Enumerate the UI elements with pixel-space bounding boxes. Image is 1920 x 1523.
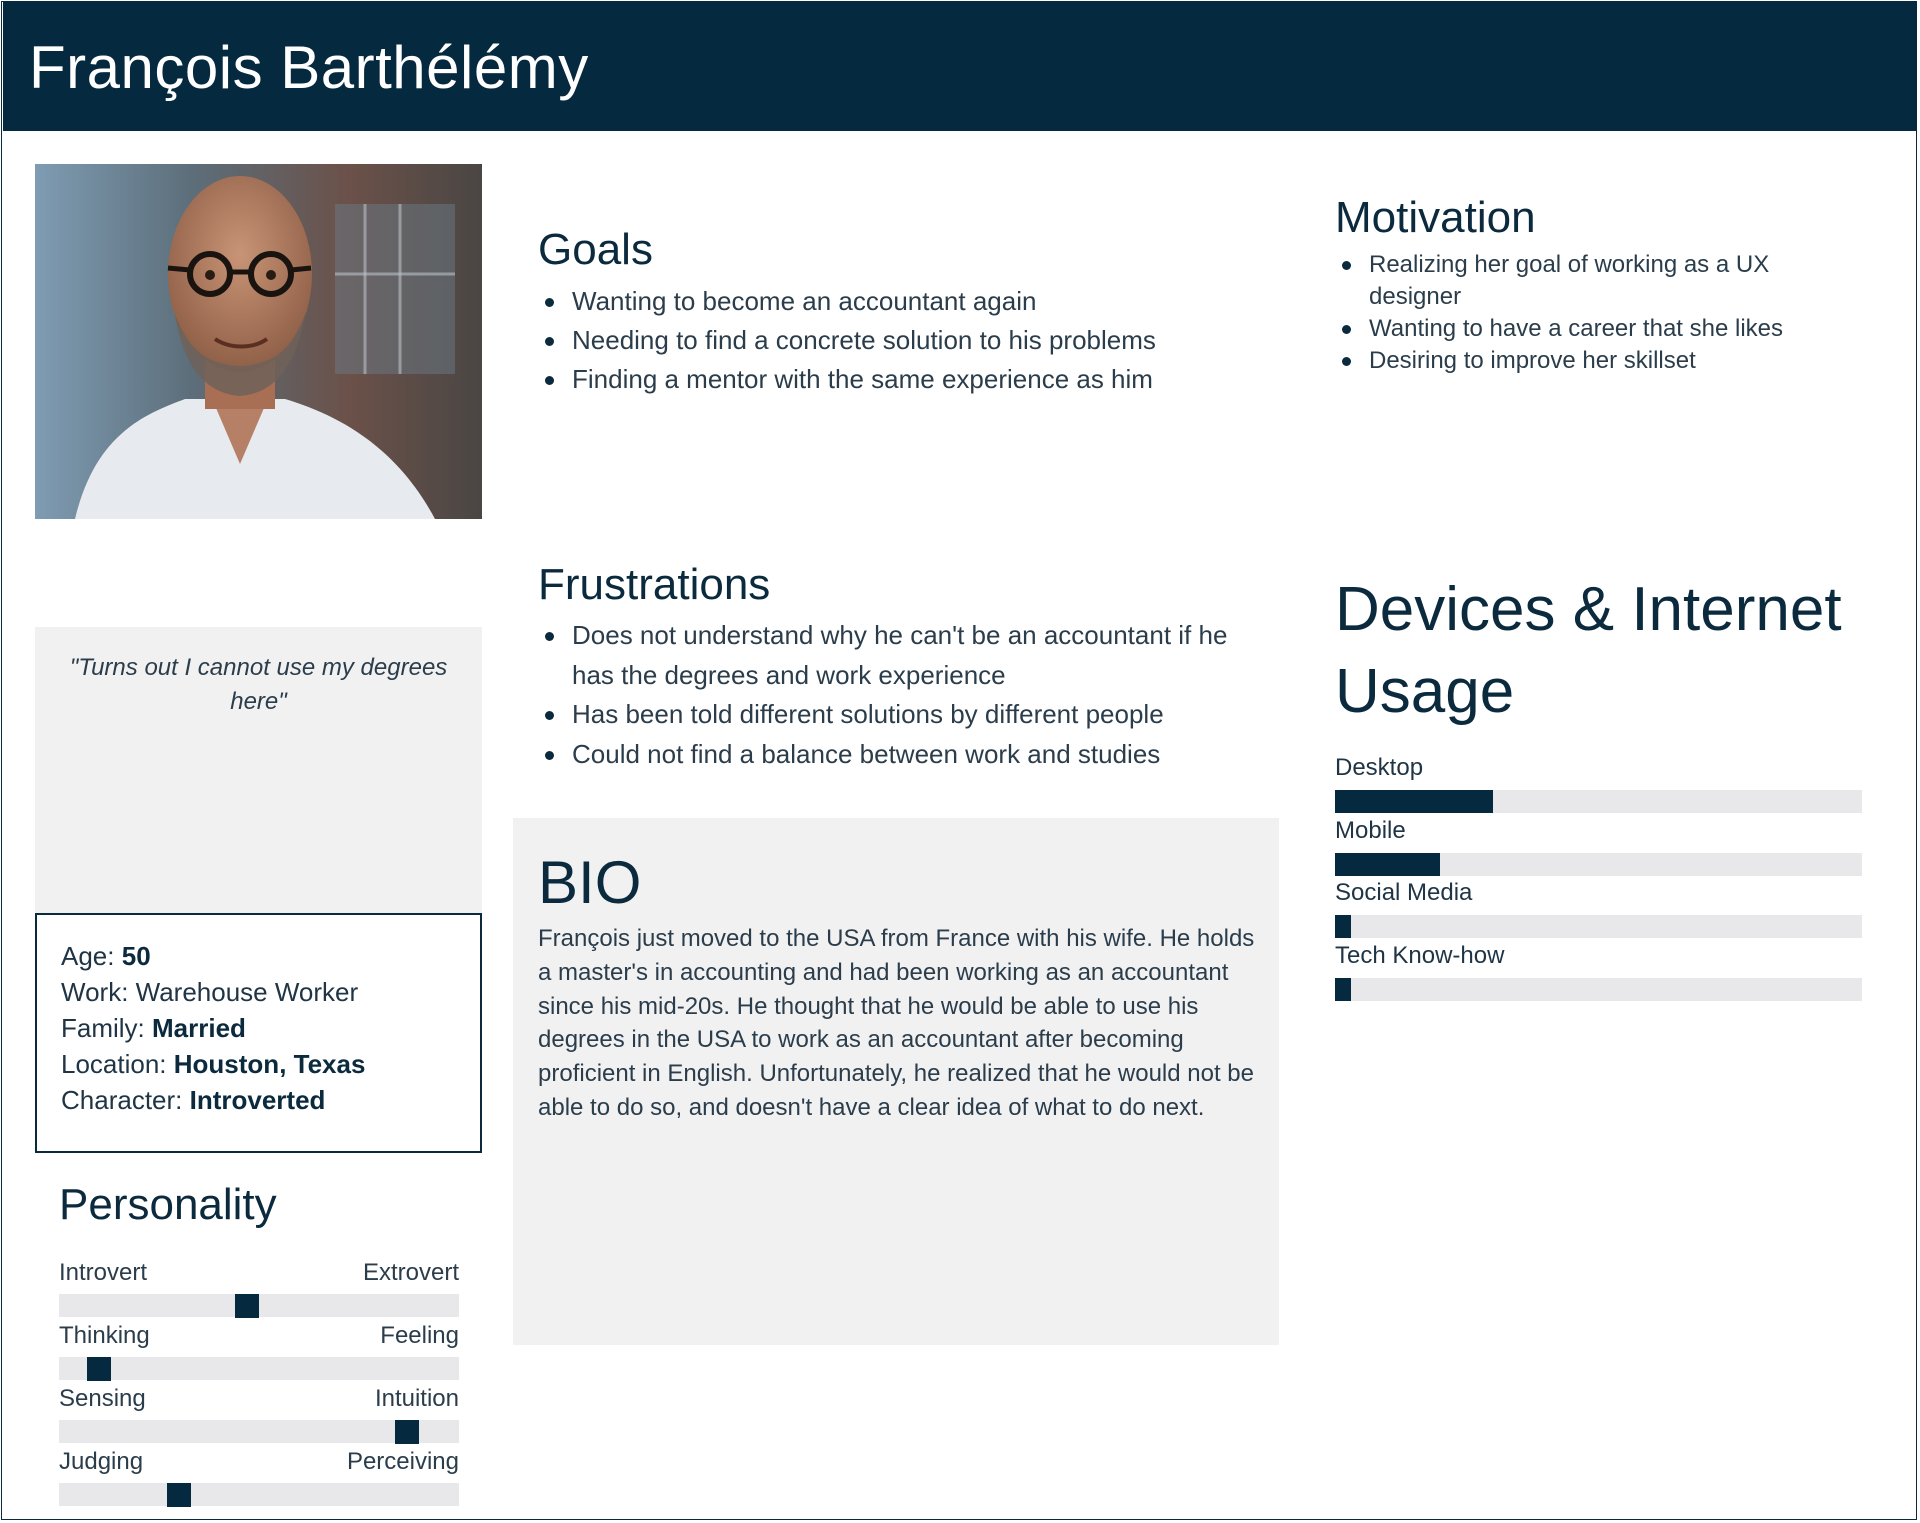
list-item: Wanting to become an accountant again (538, 282, 1218, 321)
trait-slider-track (59, 1294, 459, 1317)
device-label: Tech Know-how (1335, 941, 1505, 969)
age-row (61, 941, 151, 972)
frustrations-list (538, 616, 1258, 774)
device-label: Social Media (1335, 879, 1473, 906)
bio-title: BIO (538, 849, 642, 916)
location-label: Location: (61, 1049, 167, 1079)
character-value: Introverted (189, 1085, 326, 1115)
trait-slider-marker (87, 1357, 111, 1381)
persona-name: François Barthélémy (29, 34, 589, 101)
list-item: Desiring to improve her skillset (1335, 345, 1815, 377)
location-row (61, 1049, 365, 1080)
family-row (61, 1013, 246, 1044)
persona-quote: "Turns out I cannot use my degrees here" (69, 654, 448, 715)
goals-title: Goals (538, 225, 653, 274)
trait-slider-marker (167, 1483, 191, 1507)
usage-bar-fill (1335, 853, 1440, 876)
quote-panel (35, 627, 482, 913)
usage-bar-fill (1335, 978, 1351, 1001)
trait-right-label: Perceiving (346, 1448, 459, 1475)
goals-list (538, 282, 1218, 399)
location-value: Houston, Texas (173, 1049, 366, 1079)
character-label: Character: (61, 1085, 183, 1115)
trait-left-label: Thinking (59, 1322, 150, 1349)
work-row (61, 977, 358, 1008)
usage-bar-track (1335, 915, 1862, 938)
list-item: Could not find a balance between work and studies (538, 735, 1258, 775)
trait-slider-marker (395, 1420, 419, 1444)
list-item: Realizing her goal of working as a UX designer (1335, 249, 1815, 313)
trait-slider-track (59, 1483, 459, 1506)
trait-left-label: Sensing (59, 1385, 146, 1412)
usage-bar-fill (1335, 915, 1351, 938)
usage-bar-fill (1335, 790, 1493, 813)
trait-slider-track (59, 1357, 459, 1380)
device-label: Desktop (1335, 754, 1424, 781)
trait-left-label: Introvert (59, 1259, 148, 1286)
list-item: Does not understand why he can't be an accountant if he has the degrees and work experience (538, 616, 1258, 695)
trait-slider-marker (235, 1294, 259, 1318)
trait-right-label: Extrovert (362, 1259, 459, 1286)
trait-right-label: Intuition (374, 1385, 459, 1412)
bio-panel (513, 818, 1279, 1345)
motivation-title: Motivation (1335, 193, 1536, 242)
personality-title: Personality (59, 1180, 277, 1229)
trait-left-label: Judging (59, 1448, 144, 1475)
devices-title: Devices & Internet Usage (1335, 575, 1842, 726)
family-label: Family: (61, 1013, 145, 1043)
list-item: Needing to find a concrete solution to his problems (538, 321, 1218, 360)
list-item: Has been told different solutions by different people (538, 695, 1258, 735)
demographics-box (35, 913, 482, 1153)
family-value: Married (152, 1013, 246, 1043)
age-label: Age: (61, 941, 115, 971)
trait-slider-track (59, 1420, 459, 1443)
device-label: Mobile (1335, 816, 1406, 844)
frustrations-title: Frustrations (538, 560, 771, 609)
bio-text: François just moved to the USA from France with his wife. He holds a master's in accounting and had been working as an accountant since his mid-20s. He thought that he would be able to use his degrees in the USA to work as an accountant after becoming proficient in English. Unfortunately, he realized that he would not be able to do so, and doesn't have a clear idea of what to do next. (538, 925, 1255, 1121)
age-value: 50 (121, 941, 151, 971)
header-bar (3, 1, 1917, 131)
list-item: Wanting to have a career that she likes (1335, 313, 1815, 345)
list-item: Finding a mentor with the same experience as him (538, 360, 1218, 399)
usage-bar-track (1335, 790, 1862, 813)
usage-bar-track (1335, 978, 1862, 1001)
work-label: Work: Warehouse Worker (61, 977, 359, 1007)
character-row (61, 1085, 325, 1116)
motivation-list (1335, 249, 1815, 377)
trait-right-label: Feeling (380, 1322, 459, 1349)
usage-bar-track (1335, 853, 1862, 876)
portrait-photo (35, 164, 482, 519)
